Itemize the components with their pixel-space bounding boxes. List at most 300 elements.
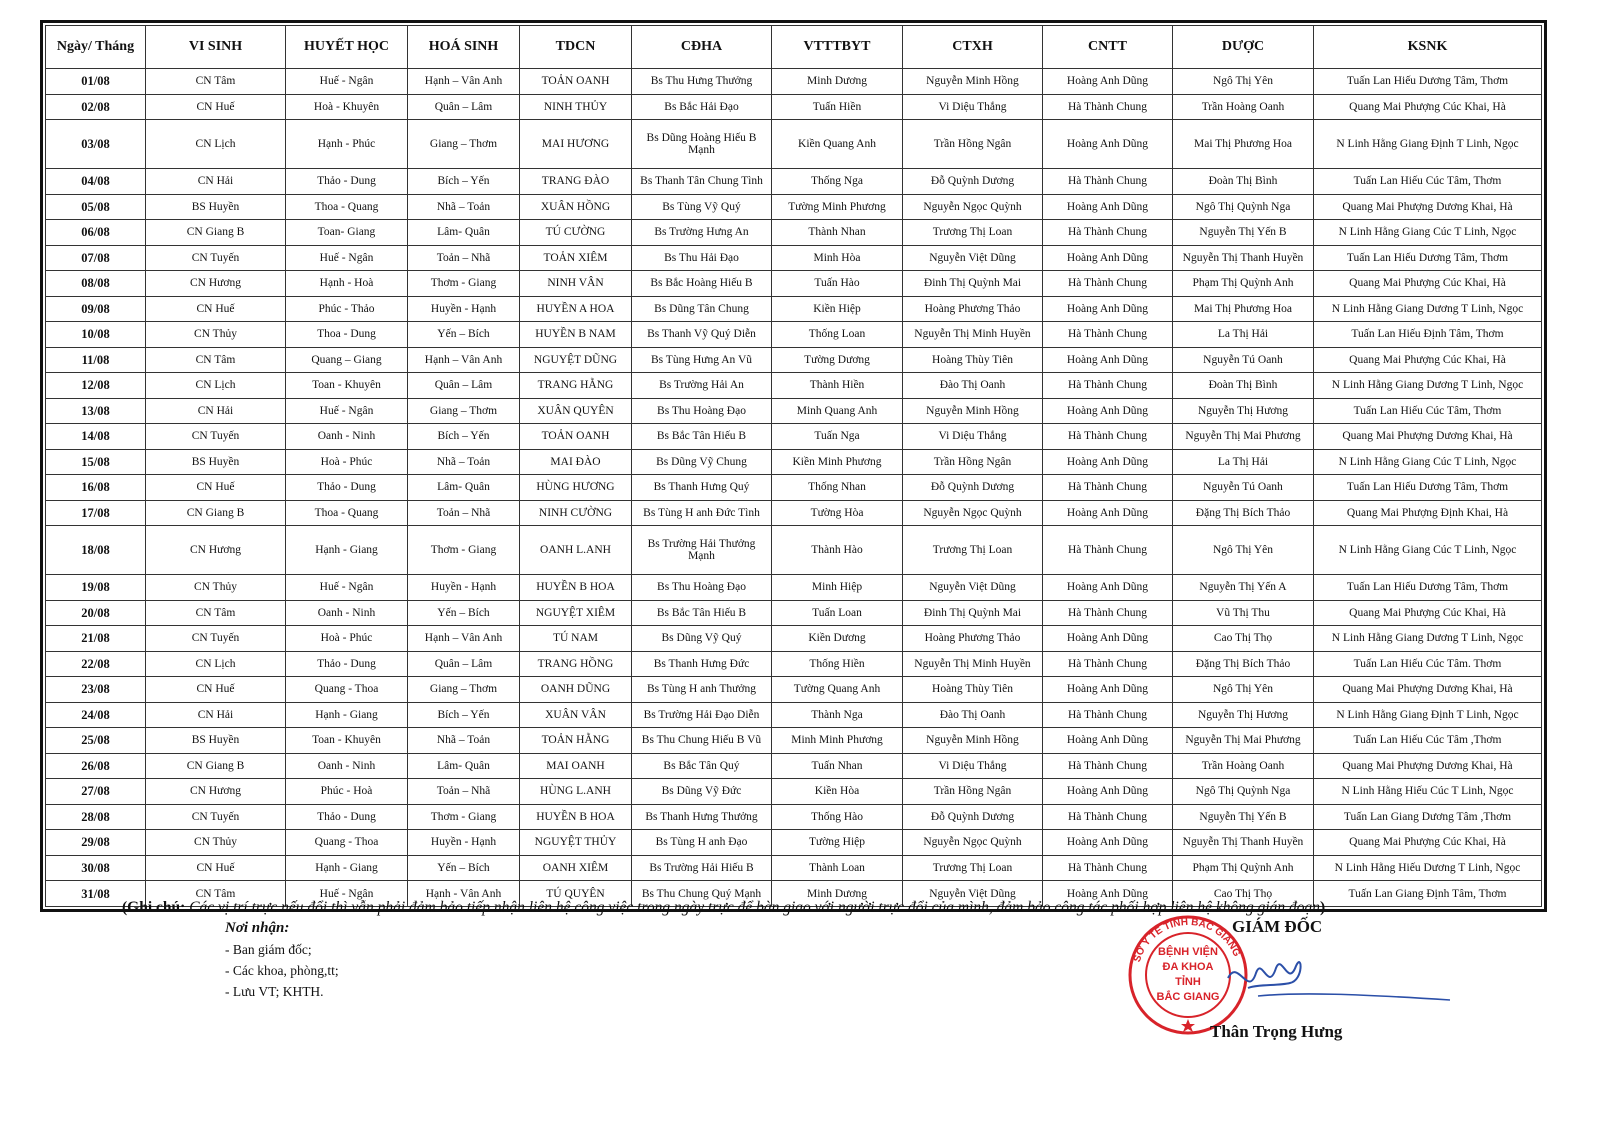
- duty-cell: Nguyễn Minh Hồng: [903, 69, 1043, 95]
- date-cell: 31/08: [46, 881, 146, 907]
- duty-cell: Bs Thanh Hưng Đức: [632, 651, 772, 677]
- duty-cell: Thống Loan: [772, 322, 903, 348]
- duty-cell: Huyền - Hạnh: [408, 296, 520, 322]
- duty-cell: Thống Nhan: [772, 475, 903, 501]
- duty-cell: Hà Thành Chung: [1043, 271, 1173, 297]
- duty-cell: Hạnh – Vân Anh: [408, 626, 520, 652]
- duty-cell: Hoàng Anh Dũng: [1043, 626, 1173, 652]
- duty-cell: TRANG ĐÀO: [520, 169, 632, 195]
- duty-cell: Đặng Thị Bích Thảo: [1173, 500, 1314, 526]
- duty-cell: Nguyễn Thị Hương: [1173, 398, 1314, 424]
- duty-cell: Bs Tùng H anh Đức Tình: [632, 500, 772, 526]
- date-cell: 21/08: [46, 626, 146, 652]
- column-header: HOÁ SINH: [408, 26, 520, 69]
- date-cell: 20/08: [46, 600, 146, 626]
- duty-cell: Tuấn Lan Giang Dương Tâm ,Thơm: [1314, 804, 1542, 830]
- duty-cell: Huế - Ngân: [286, 245, 408, 271]
- duty-cell: Đỗ Quỳnh Dương: [903, 804, 1043, 830]
- duty-cell: Hạnh - Phúc: [286, 120, 408, 169]
- duty-cell: Tường Minh Phương: [772, 194, 903, 220]
- duty-cell: Huyền - Hạnh: [408, 575, 520, 601]
- duty-cell: CN Huế: [146, 94, 286, 120]
- duty-cell: Bs Trường Hải An: [632, 373, 772, 399]
- duty-cell: Đinh Thị Quỳnh Mai: [903, 600, 1043, 626]
- duty-cell: N Linh Hằng Hiếu Dương T Linh, Ngọc: [1314, 855, 1542, 881]
- duty-cell: Tuấn Lan Hiếu Cúc Tâm ,Thơm: [1314, 728, 1542, 754]
- date-cell: 29/08: [46, 830, 146, 856]
- duty-cell: Thống Nga: [772, 169, 903, 195]
- duty-cell: Quang - Thoa: [286, 677, 408, 703]
- duty-cell: Ngô Thị Quỳnh Nga: [1173, 194, 1314, 220]
- duty-cell: Nhã – Toản: [408, 194, 520, 220]
- duty-cell: Hoàng Anh Dũng: [1043, 245, 1173, 271]
- date-cell: 09/08: [46, 296, 146, 322]
- duty-cell: N Linh Hằng Hiếu Cúc T Linh, Ngọc: [1314, 779, 1542, 805]
- duty-cell: Nguyễn Việt Dũng: [903, 575, 1043, 601]
- duty-cell: Hạnh - Giang: [286, 855, 408, 881]
- duty-cell: Quân – Lâm: [408, 94, 520, 120]
- table-row: [46, 600, 1542, 626]
- duty-cell: Hạnh - Hoà: [286, 271, 408, 297]
- seal-line: BỆNH VIỆN: [1158, 946, 1218, 958]
- duty-cell: Đoàn Thị Bình: [1173, 169, 1314, 195]
- duty-cell: Ngô Thị Quỳnh Nga: [1173, 779, 1314, 805]
- recipient-item: - Ban giám đốc;: [225, 942, 312, 957]
- duty-cell: Thơm - Giang: [408, 526, 520, 575]
- duty-cell: Hoàng Anh Dũng: [1043, 779, 1173, 805]
- duty-cell: Lâm- Quân: [408, 220, 520, 246]
- duty-cell: Nguyễn Ngọc Quỳnh: [903, 830, 1043, 856]
- duty-cell: OANH DŨNG: [520, 677, 632, 703]
- duty-cell: CN Huế: [146, 475, 286, 501]
- column-header: VTTTBYT: [772, 26, 903, 69]
- duty-cell: Nguyễn Minh Hồng: [903, 728, 1043, 754]
- duty-cell: BS Huyền: [146, 449, 286, 475]
- duty-cell: NINH VÂN: [520, 271, 632, 297]
- column-header: Ngày/ Tháng: [46, 26, 146, 69]
- duty-cell: Trần Hồng Ngân: [903, 779, 1043, 805]
- duty-cell: Ngô Thị Yên: [1173, 526, 1314, 575]
- duty-cell: N Linh Hằng Giang Cúc T Linh, Ngọc: [1314, 526, 1542, 575]
- duty-cell: Kiền Hiệp: [772, 296, 903, 322]
- date-cell: 28/08: [46, 804, 146, 830]
- duty-cell: Bs Thu Hải Đạo: [632, 245, 772, 271]
- date-cell: 12/08: [46, 373, 146, 399]
- duty-cell: N Linh Hằng Giang Cúc T Linh, Ngọc: [1314, 449, 1542, 475]
- duty-cell: Toản – Nhã: [408, 779, 520, 805]
- duty-cell: Bs Dũng Hoàng Hiếu B Mạnh: [632, 120, 772, 169]
- duty-cell: Phạm Thị Quỳnh Anh: [1173, 855, 1314, 881]
- duty-cell: Thảo - Dung: [286, 475, 408, 501]
- duty-cell: Hà Thành Chung: [1043, 475, 1173, 501]
- duty-cell: Tuấn Lan Hiếu Dương Tâm, Thơm: [1314, 575, 1542, 601]
- duty-cell: Lâm- Quân: [408, 753, 520, 779]
- duty-cell: Huế - Ngân: [286, 881, 408, 907]
- date-cell: 26/08: [46, 753, 146, 779]
- duty-cell: Ngô Thị Yên: [1173, 677, 1314, 703]
- duty-cell: Đào Thị Oanh: [903, 373, 1043, 399]
- column-header: HUYẾT HỌC: [286, 26, 408, 69]
- footnote: [122, 899, 1552, 917]
- duty-cell: Trương Thị Loan: [903, 220, 1043, 246]
- duty-cell: CN Hải: [146, 398, 286, 424]
- note-close: ): [1320, 899, 1326, 916]
- duty-cell: Minh Dương: [772, 69, 903, 95]
- duty-cell: Thành Nhan: [772, 220, 903, 246]
- table-row: [46, 779, 1542, 805]
- duty-cell: Cao Thị Thọ: [1173, 881, 1314, 907]
- table-row: [46, 169, 1542, 195]
- duty-cell: Phúc - Hoà: [286, 779, 408, 805]
- duty-cell: Vi Diệu Thắng: [903, 94, 1043, 120]
- duty-cell: Nguyễn Thị Yến B: [1173, 220, 1314, 246]
- duty-cell: Giang – Thơm: [408, 120, 520, 169]
- duty-cell: Phạm Thị Quỳnh Anh: [1173, 271, 1314, 297]
- duty-cell: CN Giang B: [146, 500, 286, 526]
- duty-cell: Hoàng Anh Dũng: [1043, 575, 1173, 601]
- duty-cell: Giang – Thơm: [408, 398, 520, 424]
- duty-cell: Đoàn Thị Bình: [1173, 373, 1314, 399]
- duty-cell: Hoàng Anh Dũng: [1043, 500, 1173, 526]
- duty-cell: Hà Thành Chung: [1043, 94, 1173, 120]
- duty-cell: Bs Tùng Hưng An Vũ: [632, 347, 772, 373]
- date-cell: 27/08: [46, 779, 146, 805]
- duty-cell: Oanh - Ninh: [286, 424, 408, 450]
- duty-cell: HUYỀN B HOA: [520, 575, 632, 601]
- duty-cell: Hạnh – Vân Anh: [408, 69, 520, 95]
- duty-cell: Quân – Lâm: [408, 373, 520, 399]
- duty-cell: Thoa - Quang: [286, 194, 408, 220]
- duty-cell: Yến – Bích: [408, 600, 520, 626]
- recipient-item: - Lưu VT; KHTH.: [225, 984, 324, 999]
- duty-cell: Hoàng Phương Thảo: [903, 296, 1043, 322]
- table-row: [46, 120, 1542, 169]
- duty-cell: Toan- Giang: [286, 220, 408, 246]
- recipients-title: Nơi nhận:: [225, 920, 290, 936]
- duty-cell: TOẢN HẰNG: [520, 728, 632, 754]
- column-header: VI SINH: [146, 26, 286, 69]
- duty-cell: Nguyễn Thị Thanh Huyền: [1173, 830, 1314, 856]
- date-cell: 15/08: [46, 449, 146, 475]
- duty-cell: Nguyễn Thị Hương: [1173, 702, 1314, 728]
- date-cell: 16/08: [46, 475, 146, 501]
- duty-cell: CN Tâm: [146, 600, 286, 626]
- date-cell: 14/08: [46, 424, 146, 450]
- duty-cell: NGUYỆT THỦY: [520, 830, 632, 856]
- duty-cell: Hoàng Anh Dũng: [1043, 296, 1173, 322]
- duty-cell: CN Thủy: [146, 322, 286, 348]
- duty-cell: Hoàng Anh Dũng: [1043, 398, 1173, 424]
- date-cell: 23/08: [46, 677, 146, 703]
- duty-cell: CN Tuyến: [146, 424, 286, 450]
- date-cell: 03/08: [46, 120, 146, 169]
- table-row: [46, 322, 1542, 348]
- duty-cell: La Thị Hải: [1173, 322, 1314, 348]
- duty-cell: Kiền Quang Anh: [772, 120, 903, 169]
- table-row: [46, 373, 1542, 399]
- duty-cell: Thảo - Dung: [286, 651, 408, 677]
- duty-cell: Thoa - Quang: [286, 500, 408, 526]
- column-header: CNTT: [1043, 26, 1173, 69]
- duty-cell: Hoàng Thùy Tiên: [903, 347, 1043, 373]
- duty-cell: Hoàng Anh Dũng: [1043, 881, 1173, 907]
- duty-cell: TOẢN OANH: [520, 69, 632, 95]
- duty-cell: Huế - Ngân: [286, 69, 408, 95]
- duty-cell: Hà Thành Chung: [1043, 169, 1173, 195]
- table-row: [46, 220, 1542, 246]
- duty-cell: Hoàng Anh Dũng: [1043, 194, 1173, 220]
- duty-cell: N Linh Hằng Giang Định T Linh, Ngọc: [1314, 702, 1542, 728]
- duty-cell: Thành Nga: [772, 702, 903, 728]
- duty-cell: OANH L.ANH: [520, 526, 632, 575]
- recipient-item: - Các khoa, phòng,tt;: [225, 963, 339, 978]
- duty-cell: Hà Thành Chung: [1043, 600, 1173, 626]
- duty-cell: Bích – Yến: [408, 702, 520, 728]
- duty-cell: Nguyễn Thị Yến A: [1173, 575, 1314, 601]
- duty-cell: Tuấn Nga: [772, 424, 903, 450]
- duty-cell: Tuấn Lan Hiếu Cúc Tâm. Thơm: [1314, 651, 1542, 677]
- duty-cell: Quang Mai Phượng Cúc Khai, Hà: [1314, 347, 1542, 373]
- duty-cell: Toản – Nhã: [408, 500, 520, 526]
- duty-cell: TÚ QUYÊN: [520, 881, 632, 907]
- duty-cell: Minh Quang Anh: [772, 398, 903, 424]
- table-row: [46, 651, 1542, 677]
- duty-cell: Hạnh - Giang: [286, 526, 408, 575]
- duty-cell: Bs Trường Hải Hiếu B: [632, 855, 772, 881]
- duty-cell: Quân – Lâm: [408, 651, 520, 677]
- duty-cell: CN Hương: [146, 526, 286, 575]
- duty-cell: Quang - Thoa: [286, 830, 408, 856]
- duty-cell: Tuấn Lan Hiếu Định Tâm, Thơm: [1314, 322, 1542, 348]
- duty-cell: Quang – Giang: [286, 347, 408, 373]
- seal-line: TỈNH: [1175, 976, 1201, 988]
- duty-cell: Tuấn Hiền: [772, 94, 903, 120]
- duty-cell: CN Tâm: [146, 347, 286, 373]
- duty-cell: Hoàng Anh Dũng: [1043, 830, 1173, 856]
- duty-cell: Hà Thành Chung: [1043, 220, 1173, 246]
- duty-cell: Huế - Ngân: [286, 575, 408, 601]
- seal-line: BẮC GIANG: [1156, 991, 1220, 1003]
- duty-cell: CN Thủy: [146, 830, 286, 856]
- duty-cell: Quang Mai Phượng Cúc Khai, Hà: [1314, 830, 1542, 856]
- duty-cell: Quang Mai Phượng Dương Khai, Hà: [1314, 424, 1542, 450]
- duty-cell: Thơm - Giang: [408, 271, 520, 297]
- duty-cell: Thảo - Dung: [286, 804, 408, 830]
- duty-cell: TRANG HẰNG: [520, 373, 632, 399]
- duty-cell: Hà Thành Chung: [1043, 804, 1173, 830]
- duty-cell: Trần Hoàng Oanh: [1173, 94, 1314, 120]
- duty-cell: N Linh Hằng Giang Dương T Linh, Ngọc: [1314, 373, 1542, 399]
- duty-cell: CN Giang B: [146, 753, 286, 779]
- duty-cell: BS Huyền: [146, 194, 286, 220]
- duty-cell: Hà Thành Chung: [1043, 322, 1173, 348]
- date-cell: 05/08: [46, 194, 146, 220]
- date-cell: 07/08: [46, 245, 146, 271]
- duty-cell: La Thị Hải: [1173, 449, 1314, 475]
- duty-cell: CN Tâm: [146, 881, 286, 907]
- table-row: [46, 69, 1542, 95]
- signature-underline: [1258, 994, 1450, 1000]
- date-cell: 25/08: [46, 728, 146, 754]
- duty-cell: TÚ NAM: [520, 626, 632, 652]
- duty-cell: NINH THỦY: [520, 94, 632, 120]
- duty-cell: CN Hương: [146, 271, 286, 297]
- duty-cell: Yến – Bích: [408, 855, 520, 881]
- duty-cell: Nguyễn Thị Mai Phương: [1173, 424, 1314, 450]
- duty-cell: Nhã – Toản: [408, 728, 520, 754]
- duty-cell: NGUYỆT XIÊM: [520, 600, 632, 626]
- duty-cell: Thống Hiền: [772, 651, 903, 677]
- table-row: [46, 702, 1542, 728]
- duty-cell: Trần Hồng Ngân: [903, 120, 1043, 169]
- date-cell: 22/08: [46, 651, 146, 677]
- duty-cell: Mai Thị Phương Hoa: [1173, 120, 1314, 169]
- duty-cell: Bs Tùng H anh Đạo: [632, 830, 772, 856]
- note-label: (Ghi chú:: [122, 899, 186, 916]
- duty-cell: Đinh Thị Quỳnh Mai: [903, 271, 1043, 297]
- duty-cell: Bs Thanh Vỹ Quý Diễn: [632, 322, 772, 348]
- duty-cell: CN Hải: [146, 702, 286, 728]
- seal-outer-text: SỞ Y TẾ TỈNH BẮC GIANG: [1131, 916, 1243, 964]
- duty-cell: Hoà - Phúc: [286, 626, 408, 652]
- table-row: [46, 626, 1542, 652]
- duty-cell: Toan - Khuyên: [286, 373, 408, 399]
- duty-cell: Tuấn Lan Hiếu Dương Tâm, Thơm: [1314, 475, 1542, 501]
- duty-cell: Bs Thu Hưng Thưởng: [632, 69, 772, 95]
- duty-cell: Tuấn Nhan: [772, 753, 903, 779]
- duty-cell: Trương Thị Loan: [903, 855, 1043, 881]
- duty-cell: Hoà - Khuyên: [286, 94, 408, 120]
- duty-cell: Yến – Bích: [408, 322, 520, 348]
- duty-cell: Kiền Minh Phương: [772, 449, 903, 475]
- duty-cell: Bs Thu Chung Hiếu B Vũ: [632, 728, 772, 754]
- table-row: [46, 296, 1542, 322]
- duty-cell: CN Huế: [146, 855, 286, 881]
- duty-cell: Thống Hào: [772, 804, 903, 830]
- duty-cell: CN Huế: [146, 296, 286, 322]
- duty-cell: Tuấn Lan Hiếu Cúc Tâm, Thơm: [1314, 169, 1542, 195]
- duty-cell: NINH CƯỜNG: [520, 500, 632, 526]
- duty-cell: Minh Hiệp: [772, 575, 903, 601]
- duty-cell: Vi Diệu Thắng: [903, 424, 1043, 450]
- duty-cell: HÙNG HƯƠNG: [520, 475, 632, 501]
- duty-cell: Hoàng Thùy Tiên: [903, 677, 1043, 703]
- seal-star-icon: [1181, 1019, 1195, 1032]
- duty-cell: Tường Quang Anh: [772, 677, 903, 703]
- duty-cell: CN Hương: [146, 779, 286, 805]
- duty-cell: Thành Hiền: [772, 373, 903, 399]
- duty-cell: CN Tuyến: [146, 626, 286, 652]
- duty-cell: Tuấn Loan: [772, 600, 903, 626]
- duty-cell: Kiền Hòa: [772, 779, 903, 805]
- duty-cell: Tường Hiệp: [772, 830, 903, 856]
- duty-cell: CN Tuyến: [146, 804, 286, 830]
- duty-cell: CN Huế: [146, 677, 286, 703]
- duty-cell: Hà Thành Chung: [1043, 651, 1173, 677]
- table-row: [46, 526, 1542, 575]
- duty-cell: TOẢN XIÊM: [520, 245, 632, 271]
- table-row: [46, 728, 1542, 754]
- duty-cell: Huyền - Hạnh: [408, 830, 520, 856]
- duty-cell: Tuấn Lan Hiếu Cúc Tâm, Thơm: [1314, 398, 1542, 424]
- handwritten-signature: [1218, 948, 1458, 1026]
- duty-cell: Cao Thị Thọ: [1173, 626, 1314, 652]
- duty-cell: MAI ĐÀO: [520, 449, 632, 475]
- duty-cell: CN Thủy: [146, 575, 286, 601]
- duty-cell: Quang Mai Phượng Cúc Khai, Hà: [1314, 271, 1542, 297]
- duty-cell: XUÂN VÂN: [520, 702, 632, 728]
- duty-cell: Hoàng Anh Dũng: [1043, 69, 1173, 95]
- date-cell: 17/08: [46, 500, 146, 526]
- duty-cell: Hoàng Anh Dũng: [1043, 449, 1173, 475]
- duty-cell: Vi Diệu Thắng: [903, 753, 1043, 779]
- duty-cell: Nguyễn Thị Thanh Huyền: [1173, 245, 1314, 271]
- column-header: CĐHA: [632, 26, 772, 69]
- duty-cell: Bích – Yến: [408, 424, 520, 450]
- duty-cell: Hạnh - Vân Anh: [408, 881, 520, 907]
- duty-cell: Nguyễn Thị Yến B: [1173, 804, 1314, 830]
- duty-cell: Oanh - Ninh: [286, 753, 408, 779]
- duty-cell: Lâm- Quân: [408, 475, 520, 501]
- table-row: [46, 398, 1542, 424]
- duty-cell: Nguyễn Thị Mai Phương: [1173, 728, 1314, 754]
- table-row: [46, 194, 1542, 220]
- table-row: [46, 830, 1542, 856]
- duty-cell: Bs Bắc Hải Đạo: [632, 94, 772, 120]
- column-header: TDCN: [520, 26, 632, 69]
- duty-cell: Quang Mai Phượng Cúc Khai, Hà: [1314, 94, 1542, 120]
- table-row: [46, 245, 1542, 271]
- duty-cell: Tường Hòa: [772, 500, 903, 526]
- duty-cell: CN Lịch: [146, 373, 286, 399]
- director-name: Thân Trọng Hưng: [1210, 1022, 1343, 1041]
- duty-cell: Vũ Thị Thu: [1173, 600, 1314, 626]
- duty-cell: Bs Thu Hoàng Đạo: [632, 398, 772, 424]
- duty-cell: Toan - Khuyên: [286, 728, 408, 754]
- date-cell: 06/08: [46, 220, 146, 246]
- duty-cell: Nguyễn Ngọc Quỳnh: [903, 500, 1043, 526]
- duty-cell: MAI OANH: [520, 753, 632, 779]
- duty-cell: Tuấn Hào: [772, 271, 903, 297]
- duty-cell: TOẢN OANH: [520, 424, 632, 450]
- duty-cell: Quang Mai Phượng Định Khai, Hà: [1314, 500, 1542, 526]
- duty-cell: Oanh - Ninh: [286, 600, 408, 626]
- duty-cell: Hà Thành Chung: [1043, 424, 1173, 450]
- duty-cell: Bs Dũng Vỹ Chung: [632, 449, 772, 475]
- duty-cell: Thành Hào: [772, 526, 903, 575]
- duty-cell: Thoa - Dung: [286, 322, 408, 348]
- duty-cell: Tường Dương: [772, 347, 903, 373]
- duty-cell: Kiền Dương: [772, 626, 903, 652]
- duty-cell: Bs Trường Hải Đạo Diễn: [632, 702, 772, 728]
- column-header: CTXH: [903, 26, 1043, 69]
- duty-cell: N Linh Hằng Giang Cúc T Linh, Ngọc: [1314, 220, 1542, 246]
- duty-cell: Hạnh - Giang: [286, 702, 408, 728]
- duty-cell: Bs Tùng Vỹ Quý: [632, 194, 772, 220]
- table-row: [46, 677, 1542, 703]
- table-row: [46, 347, 1542, 373]
- table-row: [46, 753, 1542, 779]
- date-cell: 18/08: [46, 526, 146, 575]
- table-row: [46, 575, 1542, 601]
- date-cell: 08/08: [46, 271, 146, 297]
- duty-cell: Trần Hoàng Oanh: [1173, 753, 1314, 779]
- duty-cell: MAI HƯƠNG: [520, 120, 632, 169]
- duty-cell: Đặng Thị Bích Thảo: [1173, 651, 1314, 677]
- roster-frame: [40, 20, 1547, 912]
- duty-cell: Bs Trường Hưng An: [632, 220, 772, 246]
- duty-cell: Phúc - Thảo: [286, 296, 408, 322]
